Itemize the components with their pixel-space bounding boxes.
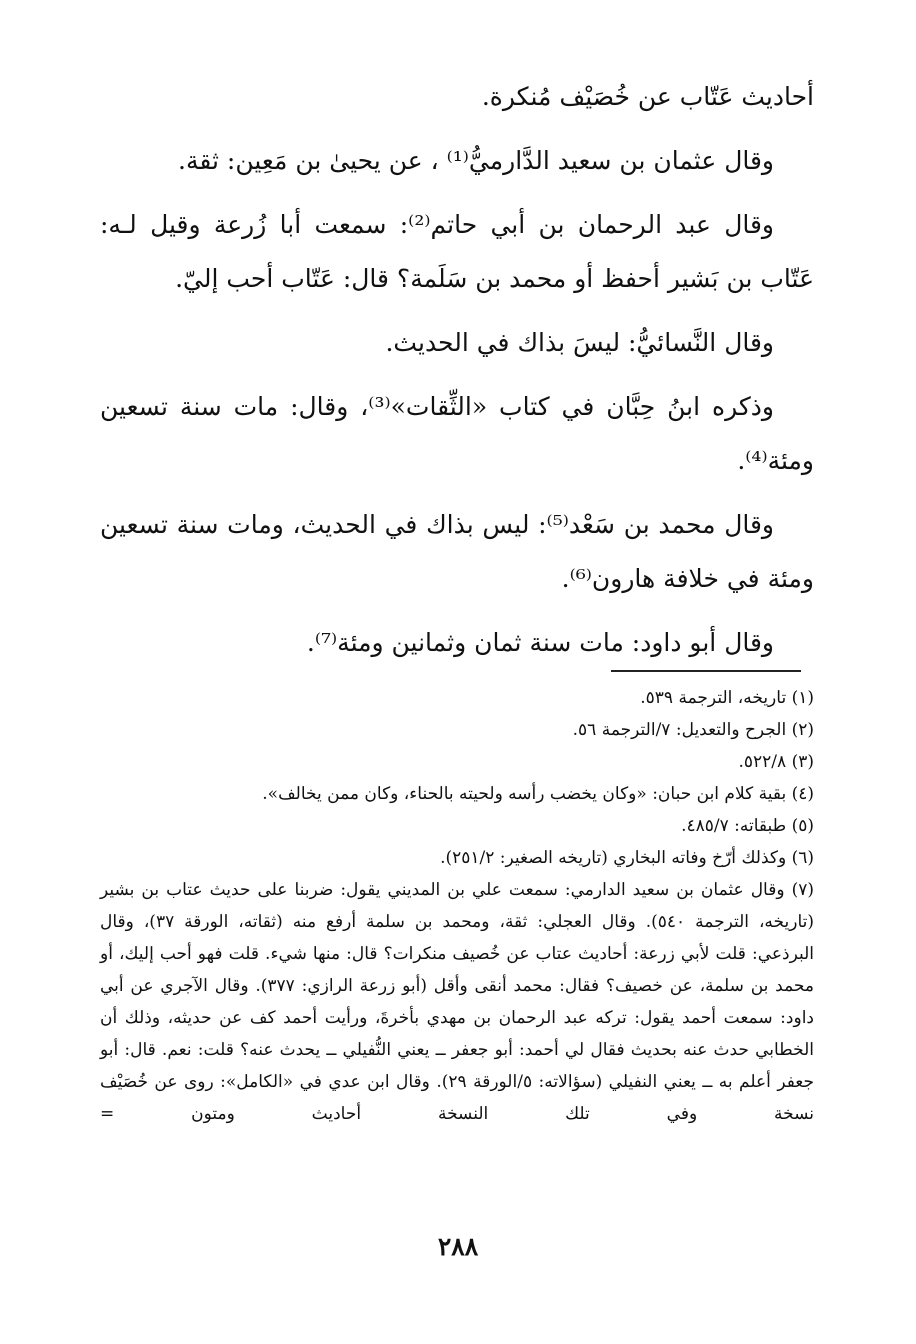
page-number: ٢٨٨ — [437, 1232, 479, 1261]
paragraph: وقال عبد الرحمان بن أبي حاتم⁽²⁾: سمعت أبا زُرعة وقيل لـه: عَتّاب بن بَشير أحفظ أو محمد بن سَلَمة؟ قال: عَتّاب أحب إليّ. — [100, 210, 814, 293]
paragraph: وقال أبو داود: مات سنة ثمان وثمانين ومئة⁽⁷⁾. — [306, 628, 774, 657]
footnote: (٥) طبقاته: ٤٨٥/٧. — [681, 816, 814, 836]
footnote: (٣) ٥٢٢/٨. — [738, 752, 814, 772]
paragraph: أحاديث عَتّاب عن خُصَيْف مُنكرة. — [481, 82, 814, 111]
footnote: (٢) الجرح والتعديل: ٧/الترجمة ٥٦. — [572, 720, 814, 740]
footnote: (٧) وقال عثمان بن سعيد الدارمي: سمعت علي بن المديني يقول: ضربنا على حديث عتاب بن بشير (تاريخه، الترجمة ٥٤٠). وقال العجلي: ثقة، ومحمد بن سلمة أرفع منه (ثقاته، الورقة ٣٧)، وقال البرذعي: قلت لأبي زرعة: أحاديث عتاب عن خُصيف منكرات؟ قال: منها شيء. قلت فهو أحب إليك، أو محمد بن سلمة، عن خصيف؟ فقال: محمد أنقى وأقل (أبو زرعة الرازي: ٣٧٧). وقال الآجري عن أبي داود: سمعت أحمد يقول: تركه عبد الرحمان بن مهدي بأخرةَ، ورأيت أحمد كف عن حديثه، وذلك أن الخطابي حدث عنه بحديث فقال لي أحمد: أبو جعفر ــ يعني النُّفيلي ــ يحدث عنه؟ قلت: نعم. قال: أبو جعفر أعلم به ــ يعني النفيلي (سؤالاته: ٥/الورقة ٢٩). وقال ابن عدي في «الكامل»: روى عن خُصَيْف نسخة وفي تلك النسخة أحاديث ومتون = — [100, 880, 815, 1124]
paragraph: وقال عثمان بن سعيد الدَّارميُّ⁽¹⁾ ، عن يحيىٰ بن مَعِين: ثقة. — [178, 146, 774, 175]
paragraph: وقال النَّسائيُّ: ليسَ بذاك في الحديث. — [385, 328, 774, 357]
footnote: (١) تاريخه، الترجمة ٥٣٩. — [640, 688, 814, 708]
paragraph: وقال محمد بن سَعْد⁽⁵⁾: ليس بذاك في الحديث، ومات سنة تسعين ومئة في خلافة هارون⁽⁶⁾. — [100, 510, 814, 593]
footnote-divider — [611, 670, 801, 672]
paragraph: وذكره ابنُ حِبَّان في كتاب «الثِّقات»⁽³⁾، وقال: مات سنة تسعين ومئة⁽⁴⁾. — [100, 392, 814, 475]
main-text — [100, 70, 814, 680]
footnote: (٤) بقية كلام ابن حبان: «وكان يخضب رأسه ولحيته بالحناء، وكان ممن يخالف». — [262, 784, 814, 804]
footnote: (٦) وكذلك أرّخ وفاته البخاري (تاريخه الصغير: ٢٥١/٢). — [440, 848, 814, 868]
footnotes — [100, 682, 814, 1130]
